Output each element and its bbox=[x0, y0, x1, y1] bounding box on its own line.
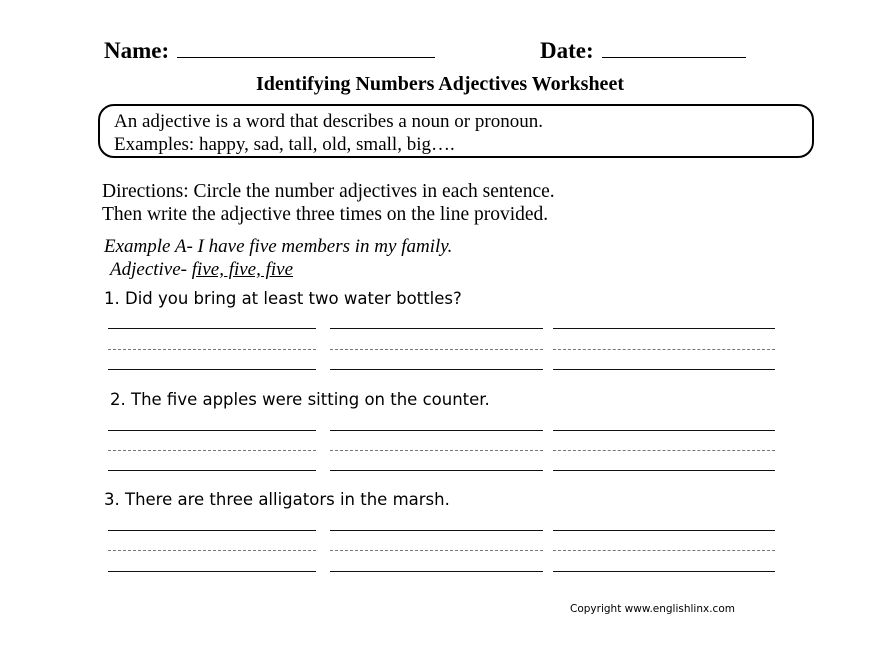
answer-line[interactable] bbox=[108, 430, 316, 431]
answer-guide-dashed bbox=[553, 349, 775, 350]
answer-baseline bbox=[330, 571, 543, 572]
definition-line-1: An adjective is a word that describes a noun or pronoun. bbox=[114, 111, 543, 132]
answer-line[interactable] bbox=[553, 430, 775, 431]
directions-line-2: Then write the adjective three times on the line provided. bbox=[102, 204, 549, 225]
example-adjective-label: Adjective- bbox=[110, 259, 188, 280]
answer-line[interactable] bbox=[108, 328, 316, 329]
question-1: 1. Did you bring at least two water bottles? bbox=[104, 289, 462, 308]
name-field bbox=[104, 38, 435, 64]
example-adjective-answer: five, five, five bbox=[191, 259, 294, 280]
date-label: Date: bbox=[540, 38, 594, 63]
answer-guide-dashed bbox=[330, 450, 543, 451]
answer-baseline bbox=[108, 369, 316, 370]
directions bbox=[102, 180, 555, 226]
answer-guide-dashed bbox=[108, 450, 316, 451]
date-blank-line bbox=[602, 56, 746, 58]
definition-line-2: Examples: happy, sad, tall, old, small, big…. bbox=[114, 134, 455, 155]
example-sentence: Example A- I have five members in my family. bbox=[104, 236, 453, 257]
answer-guide-dashed bbox=[108, 550, 316, 551]
answer-line[interactable] bbox=[108, 530, 316, 531]
answer-guide-dashed bbox=[553, 550, 775, 551]
question-3: 3. There are three alligators in the marsh. bbox=[104, 490, 450, 509]
answer-line[interactable] bbox=[553, 328, 775, 329]
question-2: 2. The five apples were sitting on the counter. bbox=[110, 390, 490, 409]
answer-line[interactable] bbox=[553, 530, 775, 531]
definition-box bbox=[98, 104, 814, 158]
example-block bbox=[104, 235, 452, 281]
answer-baseline bbox=[330, 470, 543, 471]
answer-guide-dashed bbox=[553, 450, 775, 451]
answer-baseline bbox=[330, 369, 543, 370]
answer-guide-dashed bbox=[108, 349, 316, 350]
example-adjective-row bbox=[104, 258, 452, 281]
answer-guide-dashed bbox=[330, 550, 543, 551]
answer-line[interactable] bbox=[330, 430, 543, 431]
answer-line[interactable] bbox=[330, 328, 543, 329]
directions-line-1: Directions: Circle the number adjectives in each sentence. bbox=[102, 181, 555, 202]
answer-baseline bbox=[108, 571, 316, 572]
answer-line[interactable] bbox=[330, 530, 543, 531]
answer-guide-dashed bbox=[330, 349, 543, 350]
copyright-notice: Copyright www.englishlinx.com bbox=[570, 603, 735, 615]
answer-baseline bbox=[108, 470, 316, 471]
name-label: Name: bbox=[104, 38, 170, 63]
worksheet-title: Identifying Numbers Adjectives Worksheet bbox=[256, 73, 624, 95]
name-blank-line bbox=[177, 56, 435, 58]
date-field bbox=[540, 38, 746, 64]
answer-baseline bbox=[553, 571, 775, 572]
answer-baseline bbox=[553, 369, 775, 370]
answer-baseline bbox=[553, 470, 775, 471]
